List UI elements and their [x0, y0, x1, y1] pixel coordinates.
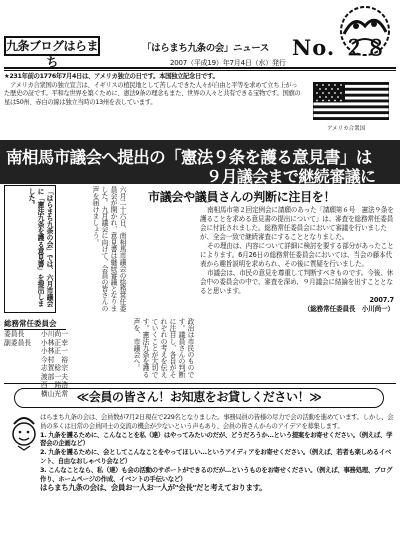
- report-signature: （総務常任委員長 小川尚一）: [303, 305, 394, 313]
- intro-body: アメリカ合衆国の独立宣言は、イギリスの植民地として苦しんできた人々が自由と平等を求めて立ち上がった歴史の証です。平和な世界を築くために、憲法9条の理念もまた、世界の人々と共有できる宝物です。国旗の星は50州、赤白の線は独立当時の13州を表しています。: [4, 81, 301, 106]
- issue-date: 2007（平成19）年7月4日（水）発行: [170, 59, 286, 67]
- headline-line-1: 南相馬市議会へ提出の「憲法９条を護る意見書」は: [6, 148, 372, 167]
- flag-caption: アメリカ合衆国: [327, 126, 366, 132]
- logo-emblem: [334, 4, 396, 58]
- report-paragraph: 市議会は、市民の意見を尊重して判断すべきものです。今後、休会中の委員会の中で、審査を深め、９月議会に結論を出すこととなると思います。: [200, 269, 394, 295]
- article-column-2: 政治は市民のものです。議員さんの判断に注目し、各自がそれぞれの考えを伝えていくことが大切です。憲法九条を護る声を、市議会へ。: [132, 318, 194, 378]
- article-column-1: 六月二十六日、南相馬市議会の総務常任委員会が開かれ、意見書は継続審議となりました。九月議会に向けて、会員の皆さんの声を届けましょう。: [91, 186, 126, 312]
- committee-member: 横山光常: [40, 389, 68, 398]
- appeal-item-1: 1. 九条を護るために、こんなことを私（達）はやってみたいのだが、どうだろうか…という提案をお寄せください。（例えば、学習会の企画など）: [40, 430, 393, 448]
- report-paragraph: 南相馬市第２回定例会に請願のあった「請願第６号 憲法９条を護ることを求める意見書の提出について」は、審査を総務常任委員会に付託されました。総務常任委員会において審議を行いましたが、全会一致で継続審査にすることとなりました。: [200, 206, 394, 241]
- appeal-intro: はらまち九条の会は、会員数が7月2日現在で229名となりました。事務局員の皆様の尽力で会の活動を進めています。しかし、会員の多くは日常の会員同士の交流の機会が少ないという声もあり、会員の皆さんからのアイデアを募集します。: [40, 413, 394, 430]
- header-rule: [4, 67, 396, 69]
- committee-member: 小林正一: [40, 347, 68, 355]
- blog-title: 九条ブログはらまち: [4, 36, 100, 56]
- smiling-face-icon: [10, 414, 38, 452]
- us-flag-image: [313, 82, 389, 120]
- intro-headline: ★231年前の1776年7月4日は、アメリカ独立の日です。本国独立記念日です。: [4, 73, 219, 80]
- committee-member: 志賀稔宗: [40, 364, 68, 372]
- headline-line-2: ９月議会まで継続審議に: [206, 167, 376, 186]
- committee-report: [200, 206, 394, 314]
- report-date: 2007.7: [369, 296, 394, 304]
- intro-box-vertical: 「はらまち九条の会」では、六月市議会に「憲法九条を護る意見書」を提出しました。: [4, 185, 56, 313]
- committee-member: 渡部一夫: [40, 372, 68, 381]
- intro-section: [4, 73, 302, 107]
- appeal-closing: はらまち九条の会は、会員お一人お一人が"会長"だと考えております。: [40, 483, 267, 493]
- committee-member: 委員長 小川尚一: [4, 330, 68, 338]
- newspaper-name: 「はらまち九条の会」ニュース: [142, 43, 269, 54]
- issue-number: No. ２８: [292, 35, 388, 60]
- appeal-item-2: 2. 九条を護るために、会としてこんなことをやってほしい…というアイディアをお寄せください。（例えば、若者も楽しめるイベント、自由なおしゃべり会など）: [40, 448, 392, 465]
- committee-title: 総務常任委員会: [4, 318, 66, 330]
- committee-member: 今村 裕: [40, 355, 68, 364]
- appeal-item-3: 3. こんなことなら、私（達）も会の活動のサポートができるのだが…というものをお寄せください。（例えば、事務処理、ブログ作り、ホームページの作成、イベントの手伝いなど）: [40, 466, 393, 483]
- subheadline: 市議会や議員さんの判断に注目を！: [148, 190, 336, 204]
- committee-member: 副委員長 小林正幸: [4, 338, 68, 347]
- section-divider: [4, 383, 396, 384]
- report-paragraph: その理由は、内容について詳細に検討を要する部分があったことによります。6月26日の総務常任委員会においては、当会の藤本代表から趣旨説明を求められ、その後に質疑を行いました。: [200, 242, 394, 268]
- header-rule-thin: [4, 70, 396, 71]
- committee-member: 西 銘浩: [40, 381, 68, 389]
- members-appeal: [40, 413, 396, 493]
- members-callout: ≪会員の皆さん！お知恵をお貸しください！≫: [14, 388, 384, 408]
